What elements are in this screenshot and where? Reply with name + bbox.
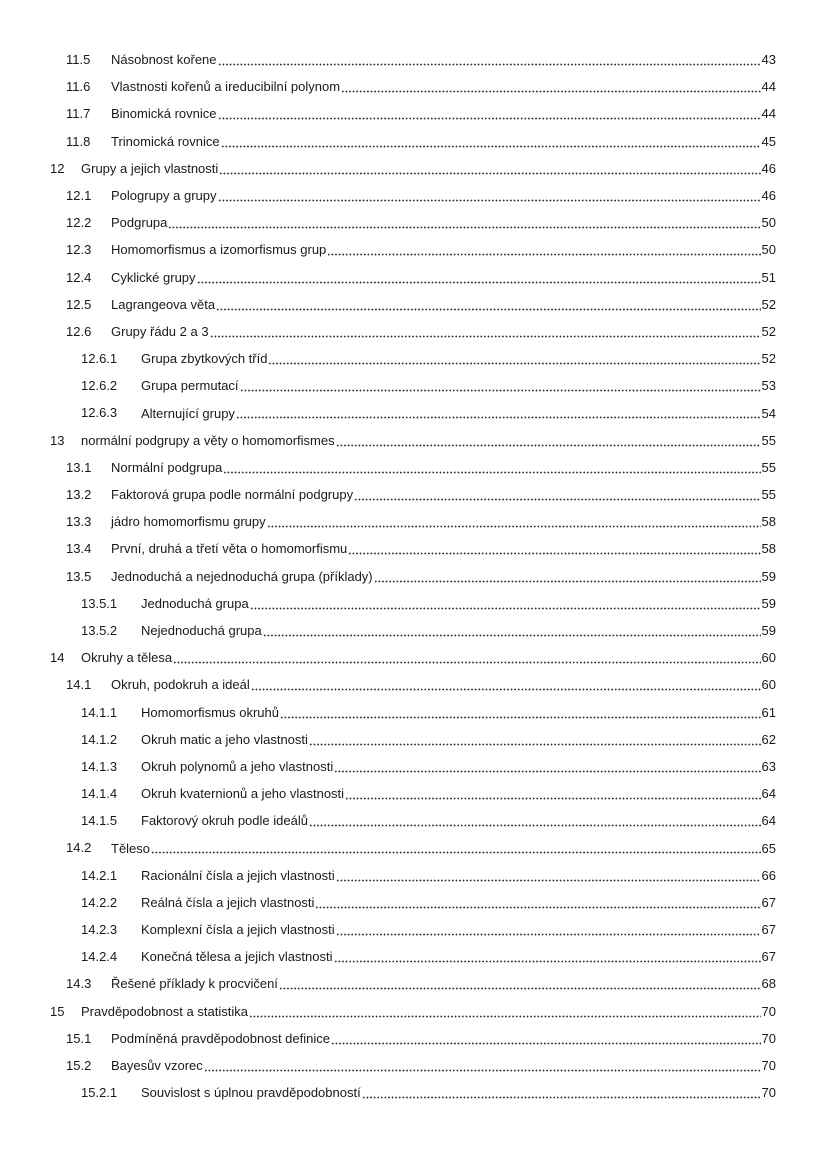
toc-entry[interactable] — [0, 209, 828, 236]
toc-entry-page: 55 — [761, 459, 776, 475]
toc-entry-number: 11.7 — [66, 106, 91, 122]
toc-entry-page: 58 — [761, 541, 776, 557]
toc-entry[interactable] — [0, 753, 828, 780]
toc-entry-title: Trinomická rovnice — [111, 133, 220, 149]
toc-entry-link[interactable] — [141, 372, 776, 399]
toc-dot-leader — [309, 726, 761, 753]
toc-entry-page: 50 — [761, 215, 776, 231]
toc-entry-title: Jednoduchá grupa — [141, 595, 249, 611]
toc-entry-link[interactable] — [111, 100, 776, 127]
toc-entry-number: 13.5.1 — [81, 595, 118, 611]
toc-entry[interactable] — [0, 236, 828, 263]
toc-entry-page: 59 — [761, 595, 776, 611]
toc-entry[interactable] — [0, 862, 828, 889]
toc-entry-page: 58 — [761, 514, 776, 530]
toc-entry[interactable] — [0, 726, 828, 753]
toc-entry-page: 52 — [761, 323, 776, 339]
toc-entry-number: 11.8 — [66, 133, 91, 149]
toc-dot-leader — [280, 699, 761, 726]
toc-entry-link[interactable] — [111, 291, 776, 318]
toc-entry[interactable] — [0, 617, 828, 644]
toc-entry-title: Nejednoduchá grupa — [141, 623, 262, 639]
toc-entry-title: Vlastnosti kořenů a ireducibilní polynom — [111, 79, 341, 95]
toc-entry-title: Pravděpodobnost a statistika — [81, 1003, 248, 1019]
toc-entry-link[interactable] — [111, 264, 776, 291]
toc-entry[interactable] — [0, 699, 828, 726]
toc-entry-number: 12.1 — [66, 187, 92, 203]
toc-entry[interactable] — [0, 291, 828, 318]
toc-entry-link[interactable] — [141, 345, 776, 372]
toc-entry-link[interactable] — [111, 236, 776, 263]
toc-entry-title: Okruh, podokruh a ideál — [111, 677, 250, 693]
toc-entry-number: 13 — [50, 432, 65, 448]
toc-entry-page: 70 — [761, 1030, 776, 1046]
toc-dot-leader — [218, 182, 761, 209]
toc-dot-leader — [315, 889, 760, 916]
toc-entry-link[interactable] — [111, 1025, 776, 1052]
toc-entry[interactable] — [0, 128, 828, 155]
toc-dot-leader — [374, 563, 761, 590]
toc-entry-page: 62 — [761, 731, 776, 747]
toc-entry-title: Homomorfismus a izomorfismus grup — [111, 242, 327, 258]
toc-entry-page: 67 — [761, 922, 776, 938]
toc-entry-number: 14.2.2 — [81, 894, 118, 910]
toc-entry-link[interactable] — [111, 128, 776, 155]
toc-entry[interactable] — [0, 73, 828, 100]
toc-entry-page: 61 — [761, 704, 776, 720]
toc-entry-title: Okruh matic a jeho vlastnosti — [141, 731, 308, 747]
toc-entry-page: 70 — [761, 1085, 776, 1101]
toc-entry[interactable] — [0, 1025, 828, 1052]
toc-entry-number: 13.5 — [66, 568, 92, 584]
toc-entry-page: 59 — [761, 568, 776, 584]
toc-entry-number: 15 — [50, 1003, 65, 1019]
toc-entry-number: 14.1.5 — [81, 813, 118, 829]
toc-dot-leader — [216, 291, 760, 318]
toc-entry-page: 46 — [761, 160, 776, 176]
toc-entry-page: 63 — [761, 758, 776, 774]
toc-entry-number: 12.6.2 — [81, 378, 118, 394]
toc-entry-link[interactable] — [141, 807, 776, 834]
toc-entry-page: 44 — [761, 106, 776, 122]
toc-entry-link[interactable] — [141, 726, 776, 753]
toc-entry-title: Těleso — [111, 840, 151, 856]
toc-entry-title: Grupa zbytkových tříd — [141, 351, 268, 367]
toc-entry-title: Grupy a jejich vlastnosti — [81, 160, 219, 176]
toc-entry-title: Alternující grupy — [141, 405, 235, 421]
toc-entry-number: 12.4 — [66, 269, 92, 285]
toc-entry-link[interactable] — [141, 862, 776, 889]
toc-entry[interactable] — [0, 807, 828, 834]
toc-dot-leader — [210, 318, 761, 345]
toc-entry-link[interactable] — [111, 834, 776, 861]
toc-entry-link[interactable] — [111, 970, 776, 997]
toc-entry[interactable] — [0, 780, 828, 807]
toc-entry[interactable] — [0, 644, 828, 671]
toc-dot-leader — [334, 753, 760, 780]
toc-entry-page: 70 — [761, 1058, 776, 1074]
toc-entry-page: 67 — [761, 949, 776, 965]
toc-entry-page: 70 — [761, 1003, 776, 1019]
toc-entry-number: 12.6.1 — [81, 351, 118, 367]
toc-entry-number: 14.2.4 — [81, 949, 118, 965]
toc-entry[interactable] — [0, 481, 828, 508]
toc-entry-page: 53 — [761, 378, 776, 394]
toc-entry[interactable] — [0, 46, 828, 73]
toc-dot-leader — [267, 508, 761, 535]
toc-entry-link[interactable] — [111, 481, 776, 508]
toc-dot-leader — [240, 372, 761, 399]
toc-entry-page: 60 — [761, 650, 776, 666]
toc-entry-number: 15.2.1 — [81, 1085, 118, 1101]
toc-dot-leader — [336, 427, 761, 454]
toc-dot-leader — [336, 862, 761, 889]
toc-entry[interactable] — [0, 182, 828, 209]
toc-entry-title: Normální podgrupa — [111, 459, 223, 475]
toc-entry[interactable] — [0, 671, 828, 698]
toc-entry-title: Řešené příklady k procvičení — [111, 976, 278, 992]
toc-entry-title: Okruh kvaternionů a jeho vlastnosti — [141, 786, 345, 802]
toc-entry-page: 68 — [761, 976, 776, 992]
toc-entry-title: jádro homomorfismu grupy — [111, 514, 266, 530]
toc-entry-page: 52 — [761, 351, 776, 367]
toc-entry[interactable] — [0, 943, 828, 970]
toc-dot-leader — [219, 155, 760, 182]
toc-dot-leader — [218, 46, 761, 73]
toc-entry-page: 51 — [761, 269, 776, 285]
toc-entry-title: Faktorový okruh podle ideálů — [141, 813, 308, 829]
toc-entry-title: Homomorfismus okruhů — [141, 704, 279, 720]
toc-entry-page: 43 — [761, 52, 776, 68]
toc-dot-leader — [236, 399, 761, 426]
toc-entry-link[interactable] — [111, 182, 776, 209]
toc-entry-title: Bayesův vzorec — [111, 1058, 203, 1074]
toc-entry-title: Grupa permutací — [141, 378, 239, 394]
toc-entry-page: 67 — [761, 894, 776, 910]
toc-entry[interactable] — [0, 427, 828, 454]
toc-entry-title: Komplexní čísla a jejich vlastnosti — [141, 922, 335, 938]
toc-entry-page: 66 — [761, 867, 776, 883]
toc-dot-leader — [223, 454, 760, 481]
toc-entry-link[interactable] — [141, 889, 776, 916]
toc-entry-title: Konečná tělesa a jejich vlastnosti — [141, 949, 333, 965]
toc-dot-leader — [250, 590, 761, 617]
toc-entry-number: 14.1.2 — [81, 731, 118, 747]
toc-entry-link[interactable] — [111, 563, 776, 590]
toc-dot-leader — [173, 644, 760, 671]
toc-entry-title: Lagrangeova věta — [111, 296, 216, 312]
toc-entry-title: Jednoduchá a nejednoduchá grupa (příklady) — [111, 568, 373, 584]
toc-entry-number: 12.3 — [66, 242, 92, 258]
toc-entry-page: 55 — [761, 487, 776, 503]
toc-entry-link[interactable] — [141, 943, 776, 970]
toc-entry[interactable] — [0, 345, 828, 372]
toc-entry-link[interactable] — [141, 780, 776, 807]
toc-entry-number: 13.2 — [66, 487, 92, 502]
toc-entry[interactable] — [0, 264, 828, 291]
toc-entry-page: 65 — [761, 840, 776, 856]
toc-entry-page: 64 — [761, 813, 776, 829]
toc-entry-page: 45 — [761, 133, 776, 149]
toc-entry-link[interactable] — [81, 998, 776, 1025]
toc-entry-number: 14.1.1 — [81, 704, 118, 720]
toc-dot-leader — [268, 345, 760, 372]
toc-dot-leader — [331, 1025, 761, 1052]
toc-entry-number: 14.1 — [66, 677, 92, 693]
toc-entry-page: 50 — [761, 242, 776, 258]
toc-entry[interactable] — [0, 372, 828, 399]
toc-entry[interactable] — [0, 100, 828, 127]
toc-entry-number: 14.3 — [66, 976, 92, 992]
toc-entry-number: 12.6 — [66, 323, 92, 339]
toc-entry-title: Podmíněná pravděpodobnost definice — [111, 1030, 330, 1046]
toc-entry-link[interactable] — [111, 1052, 776, 1079]
toc-entry-number: 13.4 — [66, 541, 92, 557]
toc-entry-number: 14.1.4 — [81, 786, 118, 802]
toc-entry-link[interactable] — [141, 399, 776, 426]
toc-entry[interactable] — [0, 916, 828, 943]
toc-dot-leader — [249, 998, 761, 1025]
toc-entry[interactable] — [0, 535, 828, 562]
toc-entry-title: Pologrupy a grupy — [111, 188, 217, 204]
toc-dot-leader — [263, 617, 761, 644]
toc-dot-leader — [327, 236, 760, 263]
toc-entry[interactable] — [0, 318, 828, 345]
toc-entry-number: 13.5.2 — [81, 622, 118, 638]
toc-dot-leader — [334, 943, 761, 970]
toc-dot-leader — [151, 834, 761, 861]
toc-entry-title: První, druhá a třetí věta o homomorfismu — [111, 541, 348, 557]
toc-entry-number: 12.5 — [66, 296, 92, 312]
toc-entry-page: 44 — [761, 79, 776, 95]
table-of-contents — [0, 46, 828, 1106]
toc-dot-leader — [221, 128, 761, 155]
toc-entry-page: 64 — [761, 786, 776, 802]
toc-entry-title: Okruh polynomů a jeho vlastnosti — [141, 758, 334, 774]
toc-entry-number: 15.1 — [66, 1030, 92, 1046]
toc-entry-title: Grupy řádu 2 a 3 — [111, 323, 209, 339]
toc-dot-leader — [362, 1079, 761, 1106]
toc-entry-title: Reálná čísla a jejich vlastnosti — [141, 894, 315, 910]
toc-dot-leader — [345, 780, 760, 807]
toc-dot-leader — [168, 209, 760, 236]
toc-entry-title: Binomická rovnice — [111, 106, 217, 122]
toc-entry[interactable] — [0, 834, 828, 861]
toc-entry-title: Násobnost kořene — [111, 52, 217, 68]
toc-entry-number: 14 — [50, 650, 65, 666]
toc-dot-leader — [341, 73, 760, 100]
toc-entry-link[interactable] — [111, 508, 776, 535]
toc-entry-title: Cyklické grupy — [111, 269, 196, 285]
toc-entry-link[interactable] — [141, 916, 776, 943]
toc-entry[interactable] — [0, 563, 828, 590]
toc-entry[interactable] — [0, 590, 828, 617]
toc-entry-title: Podgrupa — [111, 215, 168, 231]
toc-entry-page: 55 — [761, 432, 776, 448]
toc-entry-number: 14.2.3 — [81, 922, 118, 937]
toc-entry-link[interactable] — [111, 46, 776, 73]
toc-entry-title: Okruhy a tělesa — [81, 650, 173, 666]
toc-entry[interactable] — [0, 508, 828, 535]
toc-entry-page: 52 — [761, 296, 776, 312]
toc-entry-title: Racionální čísla a jejich vlastnosti — [141, 867, 335, 883]
toc-entry-number: 11.6 — [66, 79, 91, 95]
toc-entry-title: Faktorová grupa podle normální podgrupy — [111, 487, 354, 503]
toc-entry-number: 13.1 — [66, 459, 92, 475]
toc-entry-link[interactable] — [111, 535, 776, 562]
toc-entry-link[interactable] — [81, 427, 776, 454]
toc-entry-number: 12 — [50, 160, 65, 176]
toc-entry-link[interactable] — [141, 699, 776, 726]
toc-entry-number: 11.5 — [66, 52, 91, 67]
toc-entry-link[interactable] — [141, 753, 776, 780]
toc-entry-link[interactable] — [81, 644, 776, 671]
toc-dot-leader — [197, 264, 761, 291]
toc-entry[interactable] — [0, 889, 828, 916]
toc-entry-page: 54 — [761, 405, 776, 421]
toc-entry-number: 12.2 — [66, 215, 92, 231]
toc-dot-leader — [279, 970, 761, 997]
toc-entry-page: 46 — [761, 188, 776, 204]
toc-dot-leader — [336, 916, 761, 943]
toc-entry[interactable] — [0, 454, 828, 481]
toc-entry-number: 15.2 — [66, 1057, 92, 1073]
toc-entry-link[interactable] — [111, 671, 776, 698]
toc-dot-leader — [348, 535, 760, 562]
toc-entry-link[interactable] — [141, 1079, 776, 1106]
toc-entry[interactable] — [0, 155, 828, 182]
toc-entry[interactable] — [0, 1052, 828, 1079]
toc-entry-number: 12.6.3 — [81, 405, 118, 421]
toc-entry-link[interactable] — [111, 454, 776, 481]
toc-entry-page: 59 — [761, 623, 776, 639]
toc-dot-leader — [204, 1052, 761, 1079]
toc-entry-number: 14.1.3 — [81, 758, 118, 774]
toc-entry-link[interactable] — [81, 155, 776, 182]
toc-entry-link[interactable] — [111, 209, 776, 236]
toc-entry-link[interactable] — [111, 318, 776, 345]
toc-entry-title: normální podgrupy a věty o homomorfismes — [81, 432, 335, 448]
toc-entry-number: 13.3 — [66, 514, 92, 530]
toc-entry[interactable] — [0, 399, 828, 426]
toc-entry-page: 60 — [761, 677, 776, 693]
toc-entry[interactable] — [0, 998, 828, 1025]
toc-dot-leader — [251, 671, 761, 698]
toc-entry-link[interactable] — [141, 617, 776, 644]
toc-entry-title: Souvislost s úplnou pravděpodobností — [141, 1085, 361, 1101]
toc-dot-leader — [309, 807, 761, 834]
toc-entry-link[interactable] — [141, 590, 776, 617]
toc-entry-number: 14.2.1 — [81, 867, 118, 883]
toc-entry[interactable] — [0, 1079, 828, 1106]
toc-dot-leader — [354, 481, 760, 508]
toc-dot-leader — [218, 100, 761, 127]
toc-entry-number: 14.2 — [66, 840, 92, 856]
toc-entry-link[interactable] — [111, 73, 776, 100]
toc-entry[interactable] — [0, 970, 828, 997]
